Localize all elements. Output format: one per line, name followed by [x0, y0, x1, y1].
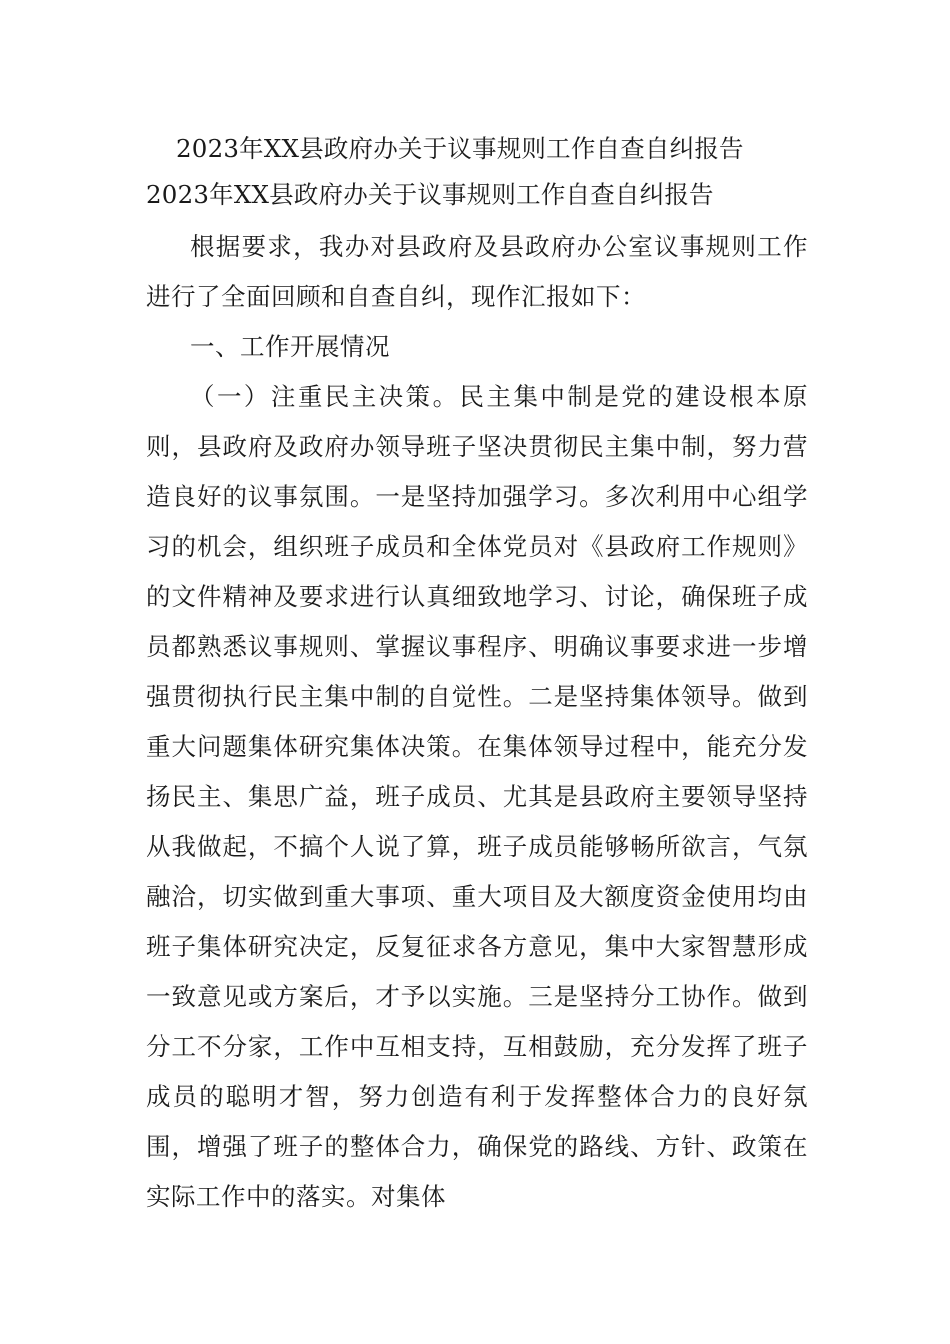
section-heading-work-status: 一、工作开展情况 [190, 332, 390, 361]
document-title-line-1: 2023年XX县政府办关于议事规则工作自查自纠报告 [176, 134, 744, 163]
document-title-line-2: 2023年XX县政府办关于议事规则工作自查自纠报告 [146, 180, 714, 209]
intro-paragraph: 根据要求，我办对县政府及县政府办公室议事规则工作进行了全面回顾和自查自纠，现作汇报如下： [146, 232, 808, 311]
document-body [146, 126, 808, 1222]
section-paragraph-democratic-decision: （一）注重民主决策。民主集中制是党的建设根本原则，县政府及政府办领导班子坚决贯彻民主集中制，努力营造良好的议事氛围。一是坚持加强学习。多次利用中心组学习的机会，组织班子成员和全体党员对《县政府工作规则》的文件精神及要求进行认真细致地学习、讨论，确保班子成员都熟悉议事规则、掌握议事程序、明确议事要求进一步增强贯彻执行民主集中制的自觉性。二是坚持集体领导。做到重大问题集体研究集体决策。在集体领导过程中，能充分发扬民主、集思广益，班子成员、尤其是县政府主要领导坚持从我做起，不搞个人说了算，班子成员能够畅所欲言，气氛融洽，切实做到重大事项、重大项目及大额度资金使用均由班子集体研究决定，反复征求各方意见，集中大家智慧形成一致意见或方案后，才予以实施。三是坚持分工协作。做到分工不分家，工作中互相支持，互相鼓励，充分发挥了班子成员的聪明才智，努力创造有利于发挥整体合力的良好氛围，增强了班子的整体合力，确保党的路线、方针、政策在实际工作中的落实。对集体 [146, 382, 808, 1211]
